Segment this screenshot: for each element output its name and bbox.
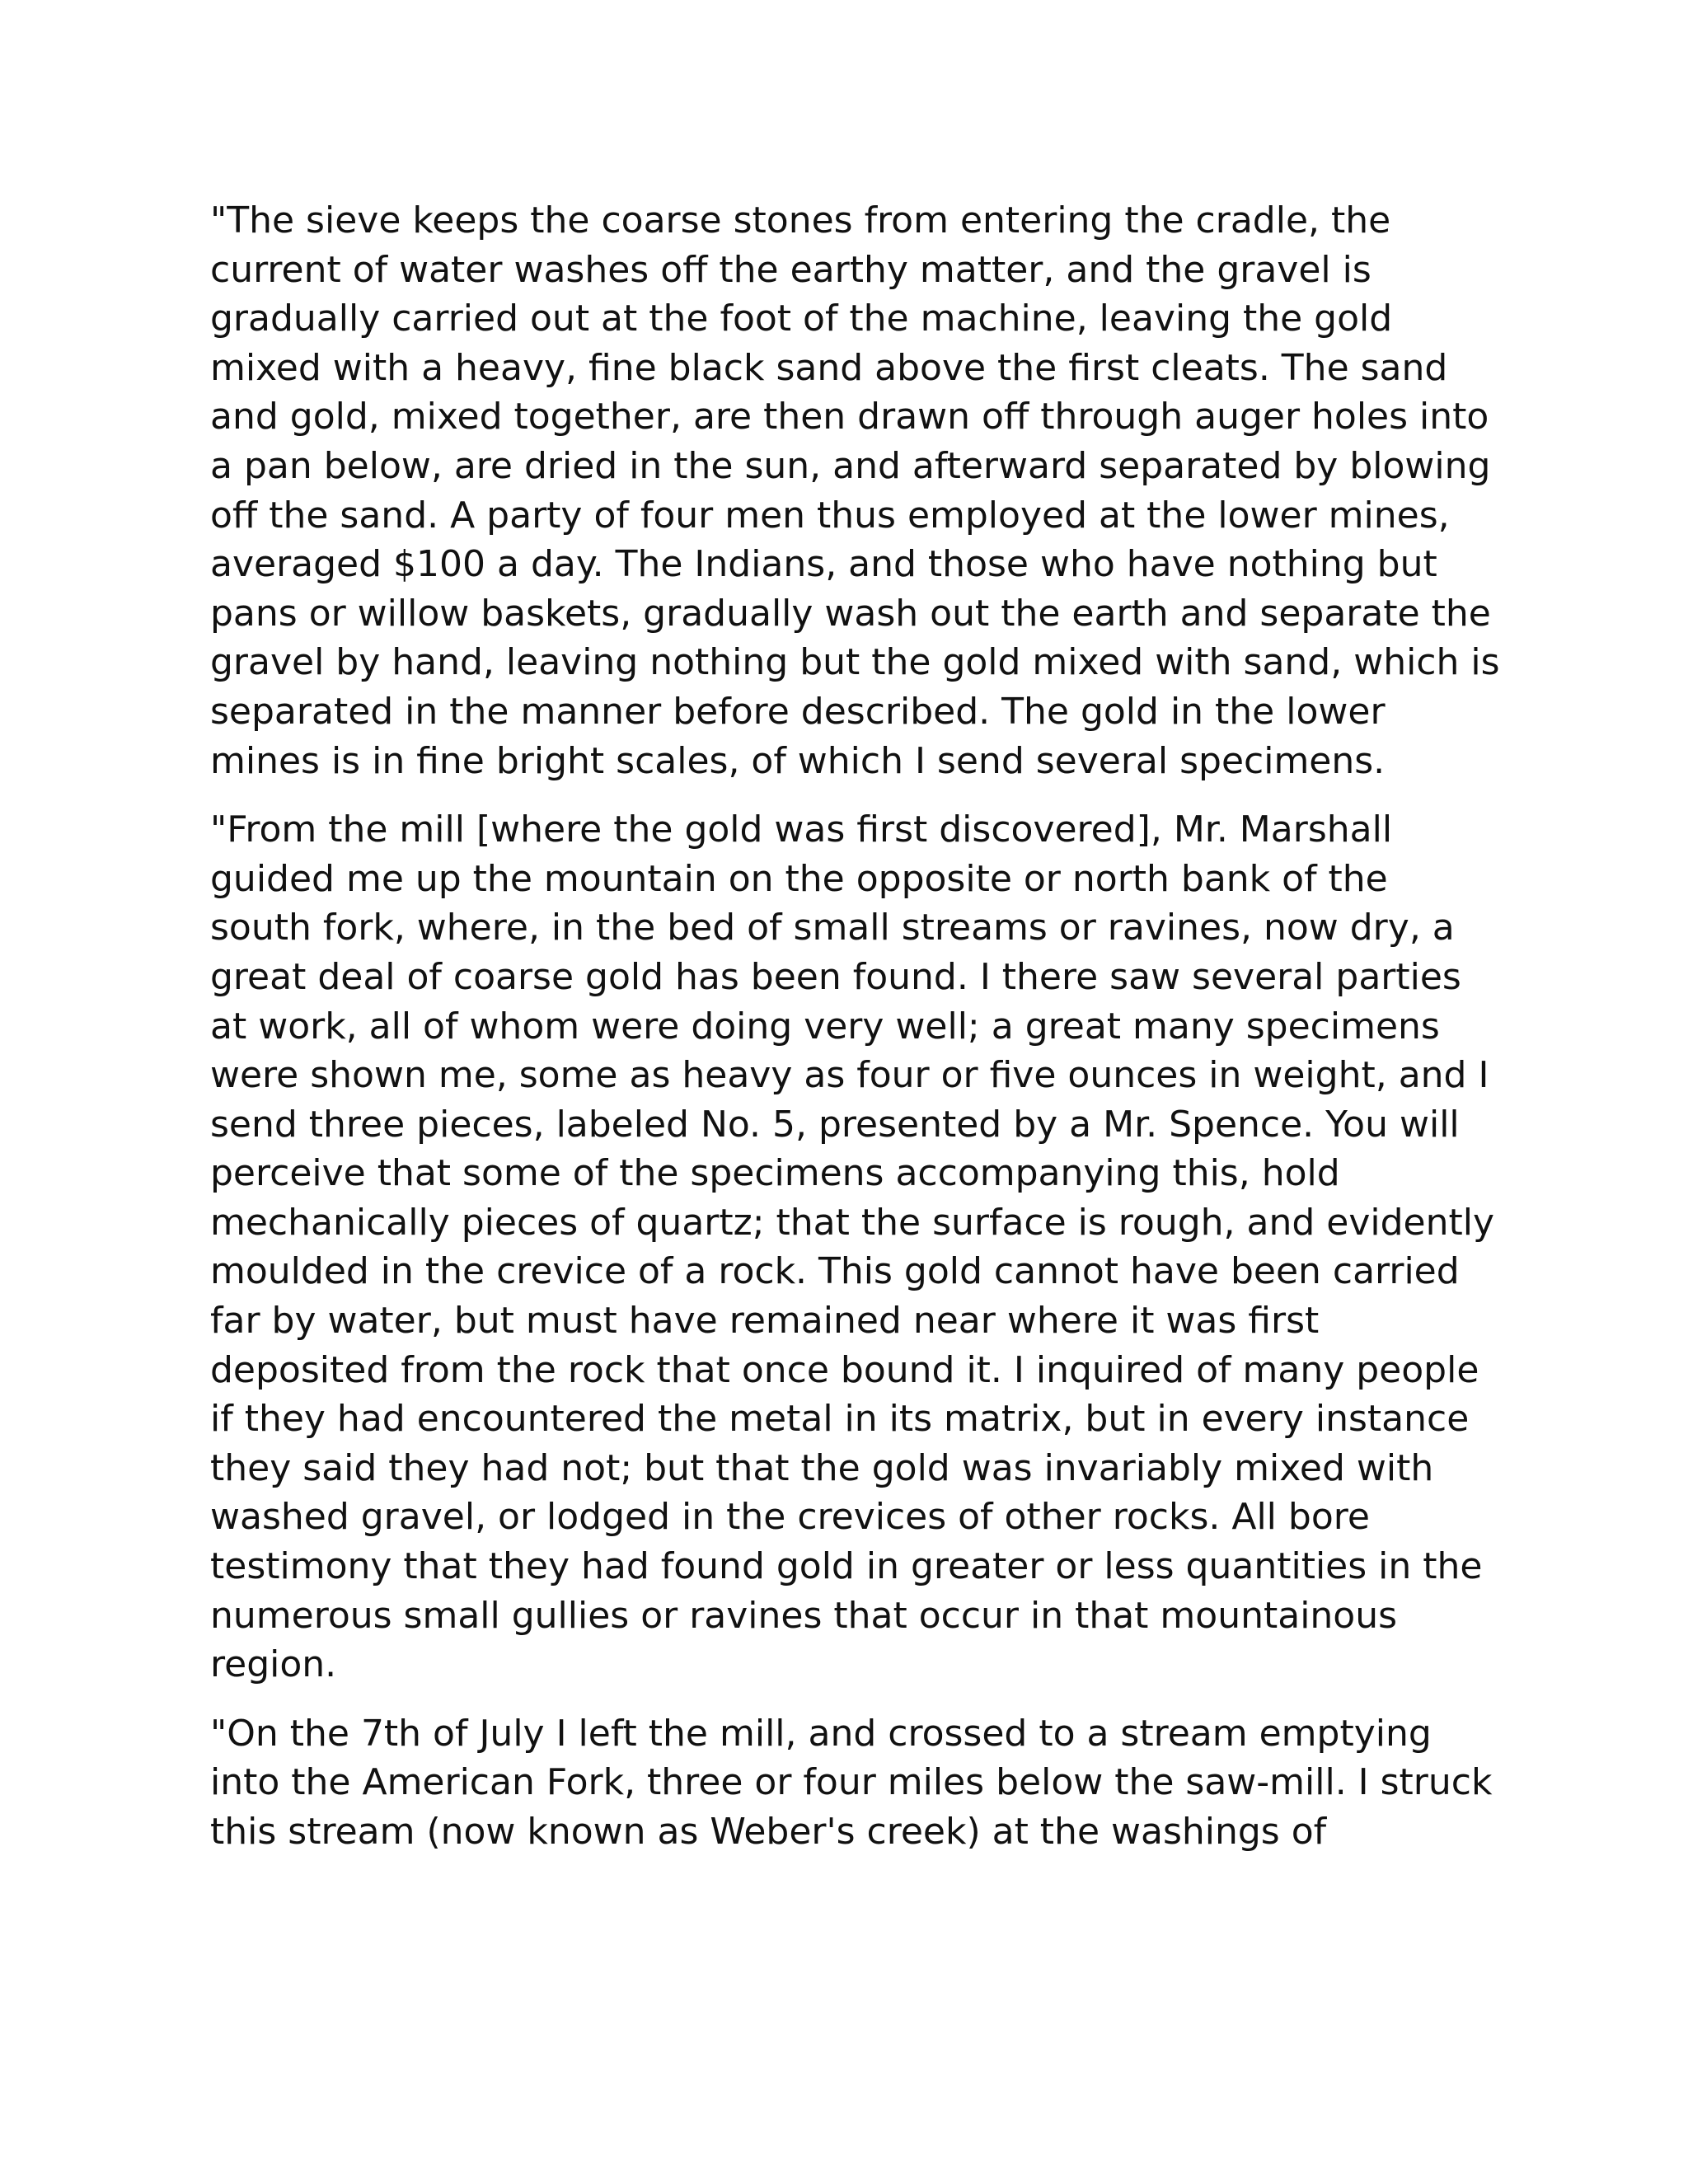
paragraph-mill-visit: "From the mill [where the gold was first discovered], Mr. Marshall guided me up the mountain on the opposite or north bank of the south fork, where, in the bed of small streams or ravines, now dry, a great deal of coarse gold has been found. I there saw several parties at work, all of whom were doing very well; a great many specimens were shown me, some as heavy as four or five ounces in weight, and I send three pieces, labeled No. 5, presented by a Mr. Spence. You will perceive that some of the specimens accompanying this, hold mechanically pieces of quartz; that the surface is rough, and evidently moulded in the crevice of a rock. This gold cannot have been carried far by water, but must have remained near where it was first deposited from the rock that once bound it. I inquired of many people if they had encountered the metal in its matrix, but in every instance they said they had not; but that the gold was invariably mixed with washed gravel, or lodged in the crevices of other rocks. All bore testimony that they had found gold in greater or less quantities in the numerous small gullies or ravines that occur in that mountainous region. bbox=[210, 808, 1495, 1686]
paragraph-cradle-description: "The sieve keeps the coarse stones from entering the cradle, the current of water washes off the earthy matter, and the gravel is gradually carried out at the foot of the machine, leaving the gold mixed with a heavy, fine black sand above the first cleats. The sand and gold, mixed together, are then drawn off through auger holes into a pan below, are dried in the sun, and afterward separated by blowing off the sand. A party of four men thus employed at the lower mines, averaged $100 a day. The Indians, and those who have nothing but pans or willow baskets, gradually wash out the earth and separate the gravel by hand, leaving nothing but the gold mixed with sand, which is separated in the manner before described. The gold in the lower mines is in fine bright scales, of which I send several specimens. bbox=[210, 199, 1500, 782]
paragraph-webers-creek: "On the 7th of July I left the mill, and crossed to a stream emptying into the American Fork, three or four miles below the saw-mill. I struck this stream (now known as Weber's creek) at the washings of bbox=[210, 1712, 1493, 1853]
document-page bbox=[210, 196, 1500, 1877]
